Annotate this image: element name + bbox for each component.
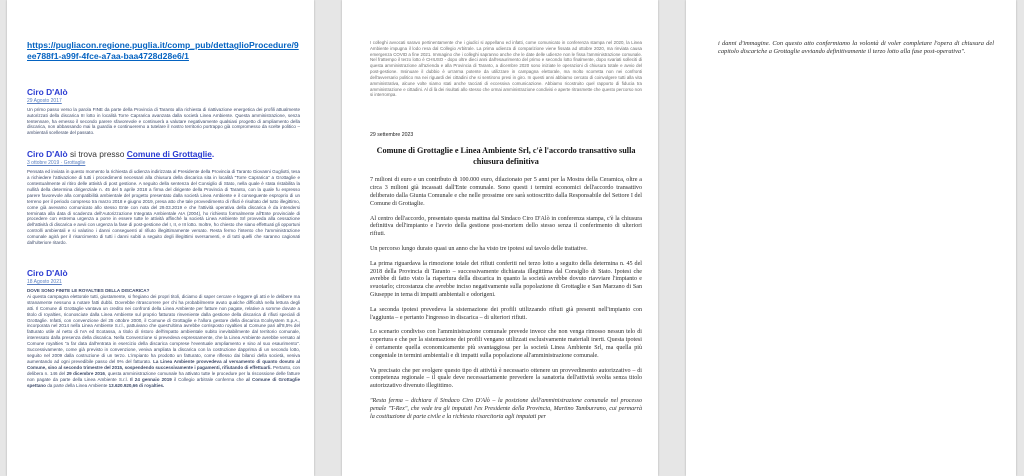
post-author-1: Ciro D'Alò — [27, 86, 68, 97]
post-location-end: . — [211, 149, 215, 160]
article-paragraph-5: La seconda ipotesi prevedeva la sistemazione dei profili utilizzando rifiuti già presenti nell'impianto con l'aggiunta – e pertanto l'ingresso in discarica – di ulteriori rifiuti. — [370, 306, 642, 321]
article-paragraph-7: Va precisato che per svolgere questo tipo di attività è necessario ottenere un provvedimento autorizzativo – di competenza regionale – il quale deve necessariamente prevedere la sanatoria dell'attività svolta senza titolo autorizzativo divenuto illegittimo. — [370, 367, 642, 390]
post-header-2 — [27, 149, 300, 159]
article-paragraph-3: Un percorso lungo durato quasi un anno che ha visto tre ipotesi sul tavolo delle trattative. — [370, 246, 588, 253]
article-paragraph-6: Lo scenario condiviso con l'amministrazione comunale prevede invece che non venga rimosso nessun telo di copertura e che per la sistemazione dei profili vengano utilizzati esclusivamente materiali inerti. Questa ipotesi è certamente quella economicamente più svantaggiosa per la società Linea Ambiente Srl, ma quella più congeniale in termini ambientali e di impatti sulla popolazione all'amministrazione comunale. — [370, 329, 642, 359]
page2-intro-text: I colleghi avvocati saravo pertinentamente che i giudici si appellano ed infatti, come comunicato in conferenza stampa nel 2020, la Linea Ambiente impugna il lodo resa dal Collegio Arbitrale. La prima udienza di comparizione viene fissata ad ottobre 2020, ma rinviata causa emergenza COVID a fine 2021. Immagino che i colleghi sapranno anche che le date delle udienze non le fissa l'amministrazione comunale. Nel frattempo il terzo lotto è CHIUSO - dopo oltre dieci anni dall'esaurimento del primo e secondo lotto finalmente, dopo svariati solleciti di questa amministrazione all'azienda e alla Provincia di Taranto, a dicembre 2020 sono iniziate le operazioni di chiusura totale e avvio del post-gestione. Insinuare il dubbio è un'arma potente da utilizzare in campagna elettorale, ma molto scorretta non nei confronti dell'avversario politico ma nei riguardi dei cittadini che si sentirono presi in giro. In questi anni abbiamo cercato di coinvolgere tutti alla vita amministrativa, alcune volte siamo stati anche tacciati di eccessiva comunicazione. Abbiamo ricostruito quel rapporto di fiducia tra amministrazione e cittadini. Al di là dei risultati allo stesso che ormai amministrazione condivisi e aperte ritrasmette che questo percorso non si interrompa. — [370, 40, 642, 98]
document-page-3 — [686, 0, 1016, 476]
post-location-link[interactable]: Comune di Grottaglie — [126, 149, 212, 160]
post-body-2: Pensata ed inviata in questo momento la richiesta di udienza indirizzata al Presidente della Provincia di Taranto Giovanni Gugliotti, tesa a richiedere l'attivazione di tutti i procedimenti necessari alla chiusura della discarica sita in località "Torre Caprarica" a Grottaglie e contestualmente al ritiro delle attività di post gestione. A seguito della sentenza del Consiglio di Stato, nella quale è stata ristabilita la nullità della determina dirigenziale n. 45 del 5 aprile 2018 a firma del dirigente della Provincia di Taranto, con la quale fu espresso parere favorevole alla compatibilità ambientale del progetto presentato dalla società Linea Ambiente e il conseguente esproprio di un terreno per il periodo compreso tra marzo 2018 e giugno 2019, presa atto che tale provvedimento di rifiuti è risultato del tutto illegittimo, come già avevamo comunicato allo stesso Ente con nota del 29.03.2019 e che l'attività operativa della discarica è da intendersi terminata alla data di scadenza dell'Autorizzazione Integrata Ambientale AIA (2004), ho richiesto formalmente all'Ente provinciale di procedere con estrema urgenza a porre in essere tutte le attività affinché la società Linea Ambiente Srl provveda alla cessazione dell'attività di discarica e avvii con urgenza la fase di post-gestione del I, II, e III lotto. Inoltre, ho chiesto che siano effettuati gli opportuni controlli ambientali e si valutino i danni conseguenti al rifiuto illegittimamente versato. Resta fermo l'intento che l'amministrazione comunale agirà per il risarcimento di tutti i danni subiti a seguito degli illegittimi sversamenti, e di tutti quelli che saranno cagionati dall'ulteriore ritardo. — [27, 169, 300, 246]
post-bold-3d: al Comune di Grottaglie spettano — [27, 376, 301, 388]
document-page-1 — [7, 0, 314, 476]
post-bold-3a: La Linea Ambiente provvedeva al versamento di quanto dovuto al Comune, sino al secondo trimestre del 2015, sospendendo successivamente i pagamenti, rifiutando di effettuarli. — [27, 358, 300, 370]
post-author-3: Ciro D'Alò — [27, 268, 68, 278]
post-meta-2 — [27, 160, 300, 166]
post-body-1: Un primo passo verso la parola FINE da parte della Provincia di Taranto alla richiesta di riattivazione energetica dei profili attualmente autorizzati della discarica III lotto in località Torre Caprarica avanzata dalla società Linea Ambiente. Questa amministrazione, senza tentennare, ha emesso il secondo parere sfavorevole e continuerà a valutare negativamente qualsiasi progetto di ampliamento della discarica, non abbassando mai la guardia e continueremo a tutelare il nostro territorio portrappo già compromesso da scelte politico – ambientali scellerate del passato. — [27, 106, 300, 136]
article-title: Comune di Grottaglie e Linea Ambiente Srl, c'è l'accordo transattivo sulla chiusura definitiva — [376, 146, 636, 166]
post-date-2[interactable]: 3 ottobre 2019 — [27, 160, 60, 167]
post-body-3d: il Collegio arbitrale conferma che — [173, 376, 244, 382]
post-body-3a: Ai questa campagna elettorale tutti, giustamente, si fregiano dei propri titoli, diciamo di saper cercare e leggere gli atti e le delibere ma stranamente nessuno a notare fatti dubbi. Dovrebbe ritrascorrere per chi ha probabilmente avuto qualche difficoltà nella lettura degli atti. Il Comune di Grottaglie vantava un credito nei confronti della Linea Ambiente per fatture non pagate, relative a somme dovute a titolo di royalties, riconosciute dalla Linea Ambiente sul proprio fatturato rinveniente dalla gestione della discarica di rifiuti speciali di Grottaglie. Infatti, con convenzione del 25 ottobre 2000, il Comune di Grottaglie e l'allora gestore della discarica Ecolsystem S.p.A., incorporata nel 2014 nella Linea Ambiente S.r.l., pattuivano che quest'ultima avrebbe corrisposto royalties al Comune pari all'8,5% del fatturato utile al netto di IVA ed Ecotassa, a titolo di ristoro dell'impatto ambientale subito inevitabilmente dal territorio comunale, interessato dalla presenza della discarica. Nella Convenzione si prevedeva espressamente, che la Linea Ambiente avrebbe versato al Comune royalties "a far data dall'entrata in esercizio della discarica comprese l'eventuale ampliamento e sino al suo esaurimento". Successivamente, come già previsto in convenzione, veniva ampliata la discarica con la costruzione dapprima di un secondo lotto, seguito nel 2009 dalla costruzione di un terzo. L'impianto ha prodotto un fatturato, come riflesso dai bilanci della società, veniva aumentando ad ogni prevedibile passo del 9% del fatturato. — [27, 293, 300, 364]
post-location-prefix: si trova presso — [69, 149, 125, 160]
article-paragraph-2: Al centro dell'accordo, presentato questa mattina dal Sindaco Ciro D'Alò in conferenza stampa, c'è la chiusura definitiva dell'impianto e l'avvio della gestione post-mortem dello stesso senza il conferimento di ulteriori rifiuti. — [370, 215, 642, 238]
article-quote: "Resta ferma – dichiara il Sindaco Ciro D'Alò – la posizione dell'amministrazione comunale nel processo penale "T-Rex", che vede tra gli imputati l'ex Presidente della Provincia, Martino Tamburrano, cui permarrà la costituzione di parte civile e la richiesta risarcitoria agli imputati per — [370, 397, 642, 420]
post-heading-3: DOVE SONO FINITE LE ROYALTIES DELLA DISCARICA? — [27, 288, 150, 293]
post-author-2: Ciro D'Alò — [27, 149, 68, 160]
document-page-2 — [342, 0, 658, 476]
post-bold-3e: 13.620.920,66 di royalties. — [108, 382, 165, 388]
post-date-3[interactable]: 18 Agosto 2021 — [27, 279, 62, 285]
post-bold-3b: 29 dicembre 2016 — [66, 370, 105, 376]
post-date-1[interactable]: 29 Agosto 2017 — [27, 97, 62, 104]
page3-continuation-text: i danni d'immagine. Con questo atto confermiamo la volontà di voler completare l'opera di chiusura del capitolo discariche a Grottaglie avviando definitivamente il terzo lotto alla fase post-operativa". — [718, 40, 994, 56]
post-place-2[interactable]: Grottaglie — [63, 160, 86, 167]
article-date: 29 settembre 2023 — [370, 132, 414, 139]
post-body-3e: da parte della Linea Ambiente — [47, 382, 108, 388]
post-bold-3c: Il 24 gennaio 2019 — [130, 376, 172, 382]
post-body-3 — [27, 294, 300, 389]
post-body-3c: , questa amministrazione comunale ha attivato tutte le procedure per la riscossione delle fatture non pagate da parte della Linea Ambiente S.r.l. — [27, 370, 300, 382]
article-paragraph-4: La prima riguardava la rimozione totale dei rifiuti conferiti nel terzo lotto a seguito della determina n. 45 del 2018 della Provincia di Taranto – successivamente dichiarata illegittima dal Consiglio di Stato. Ipotesi che avrebbe di fatto visto la riapertura della discarica in quanto la società avrebbe dovuto riavviare l'impianto e svuotarlo; circostanza che avrebbe inciso negativamente sulla popolazione di Grottaglie e San Marzano di San Giuseppe in tema di impatti ambientali e odorigeni. — [370, 260, 642, 298]
post-meta-separator: · — [59, 160, 64, 167]
article-paragraph-1: 7 milioni di euro e un contributo di 100.000 euro, dilazionato per 5 anni per la Mostra della Ceramica, oltre a circa 3 milioni già incassati dall'Ente comunale. Sono questi i termini economici dell'accordo transattivo deliberato dalla Giunta Comunale e che nelle prossime ore sarà sottoscritto dalla Responsabile del Settore I del Comune di Grottaglie. — [370, 177, 642, 207]
post-body-3b: Pertanto, con delibera n. 146 del — [27, 364, 301, 376]
procedure-link[interactable]: https://pugliacon.regione.puglia.it/comp_pub/dettaglioProcedure/9ee788f1-a99f-4fce-a7aa-baa4728d28e6/1 — [27, 40, 299, 62]
